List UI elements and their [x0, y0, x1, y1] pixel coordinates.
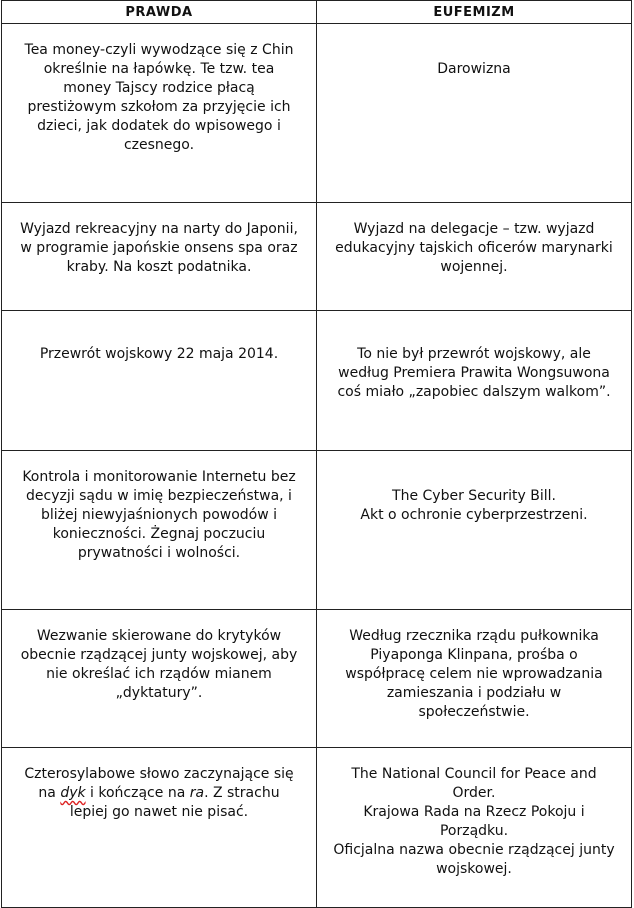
cell-text-line: obecnie rządzącej junty wojskowej, aby	[20, 647, 298, 663]
header-prawda: PRAWDA	[2, 1, 317, 24]
table-row	[2, 451, 632, 610]
cell-text-line: lepiej go nawet nie pisać.	[69, 804, 249, 820]
cell-text-line: money Tajscy rodzice płacą	[63, 80, 255, 96]
cell-text-line: zamieszania i podziału w	[386, 685, 562, 701]
cell-prawda	[2, 610, 317, 748]
cell-text-line: wojskowej.	[436, 861, 512, 877]
cell-text-line: współpracę celem nie wprowadzania	[345, 666, 603, 682]
table-row	[2, 203, 632, 311]
cell-text-line: Przewrót wojskowy 22 maja 2014.	[39, 346, 279, 362]
italic-word-ra: ra	[189, 785, 205, 801]
cell-eufemizm	[317, 610, 632, 748]
cell-text-line: Kontrola i monitorowanie Internetu bez	[22, 469, 296, 485]
cell-prawda	[2, 451, 317, 610]
cell-text-line: To nie był przewrót wojskowy, ale	[357, 346, 591, 362]
table-row	[2, 24, 632, 203]
cell-text-line: nie określać ich rządów mianem	[46, 666, 272, 682]
cell-text-line: Według rzecznika rządu pułkownika	[349, 628, 599, 644]
cell-prawda	[2, 24, 317, 203]
cell-text-line: Wyjazd na delegacje – tzw. wyjazd	[353, 221, 595, 237]
text-fragment: na	[38, 785, 61, 801]
cell-text-line: The Cyber Security Bill.	[392, 488, 556, 504]
cell-text-line: coś miało „zapobiec dalszym walkom”.	[337, 384, 611, 400]
cell-text-line: Tea money-czyli wywodzące się z Chin	[24, 42, 294, 58]
cell-text-line: „dyktatury”.	[115, 685, 203, 701]
cell-text-line: społeczeństwie.	[418, 704, 530, 720]
cell-prawda	[2, 748, 317, 908]
cell-eufemizm	[317, 24, 632, 203]
cell-text-line: określnie na łapówkę. Te tzw. tea	[43, 61, 275, 77]
cell-text-line: bliżej niewyjaśnionych powodów i	[40, 507, 278, 523]
cell-text-line: Akt o ochronie cyberprzestrzeni.	[360, 507, 588, 523]
cell-eufemizm	[317, 203, 632, 311]
cell-text-line: Krajowa Rada na Rzecz Pokoju i	[363, 804, 585, 820]
table-row	[2, 311, 632, 451]
cell-text-line: konieczności. Żegnaj poczuciu	[52, 526, 266, 542]
cell-text-line: Piyaponga Klinpana, prośba o	[370, 647, 578, 663]
cell-eufemizm	[317, 748, 632, 908]
cell-text-line: decyzji sądu w imię bezpieczeństwa, i	[26, 488, 292, 504]
italic-word-dyk: dyk	[60, 785, 86, 801]
cell-prawda	[2, 311, 317, 451]
cell-prawda	[2, 203, 317, 311]
cell-text-line: prestiżowym szkołom za przyjęcie ich	[27, 99, 291, 115]
cell-text-line: prywatności i wolności.	[77, 545, 241, 561]
cell-text-line: czesnego.	[123, 137, 195, 153]
table-row	[2, 748, 632, 908]
cell-text-line: Wezwanie skierowane do krytyków	[36, 628, 282, 644]
cell-text-line: Wyjazd rekreacyjny na narty do Japonii,	[20, 221, 298, 237]
header-eufemizm: EUFEMIZM	[317, 1, 632, 24]
cell-text-line	[12, 784, 306, 803]
cell-text-line: Darowizna	[437, 61, 511, 77]
header-row	[2, 1, 632, 24]
cell-eufemizm	[317, 451, 632, 610]
cell-text-line: dzieci, jak dodatek do wpisowego i	[37, 118, 281, 134]
cell-text-line: The National Council for Peace and	[351, 766, 597, 782]
cell-eufemizm	[317, 311, 632, 451]
comparison-table	[1, 0, 632, 908]
cell-text-line: Order.	[452, 785, 496, 801]
cell-text-line: edukacyjny tajskich oficerów marynarki	[335, 240, 613, 256]
text-fragment: . Z strachu	[204, 785, 280, 801]
text-fragment: i kończące na	[85, 785, 190, 801]
cell-text-line: Czterosylabowe słowo zaczynające się	[24, 766, 294, 782]
cell-text-line: kraby. Na koszt podatnika.	[66, 259, 252, 275]
cell-text-line: w programie japońskie onsens spa oraz	[20, 240, 298, 256]
cell-text-line: Porządku.	[439, 823, 509, 839]
cell-text-line: Oficjalna nazwa obecnie rządzącej junty	[333, 842, 615, 858]
table-row	[2, 610, 632, 748]
cell-text-line: wojennej.	[440, 259, 508, 275]
cell-text-line: według Premiera Prawita Wongsuwona	[338, 365, 610, 381]
